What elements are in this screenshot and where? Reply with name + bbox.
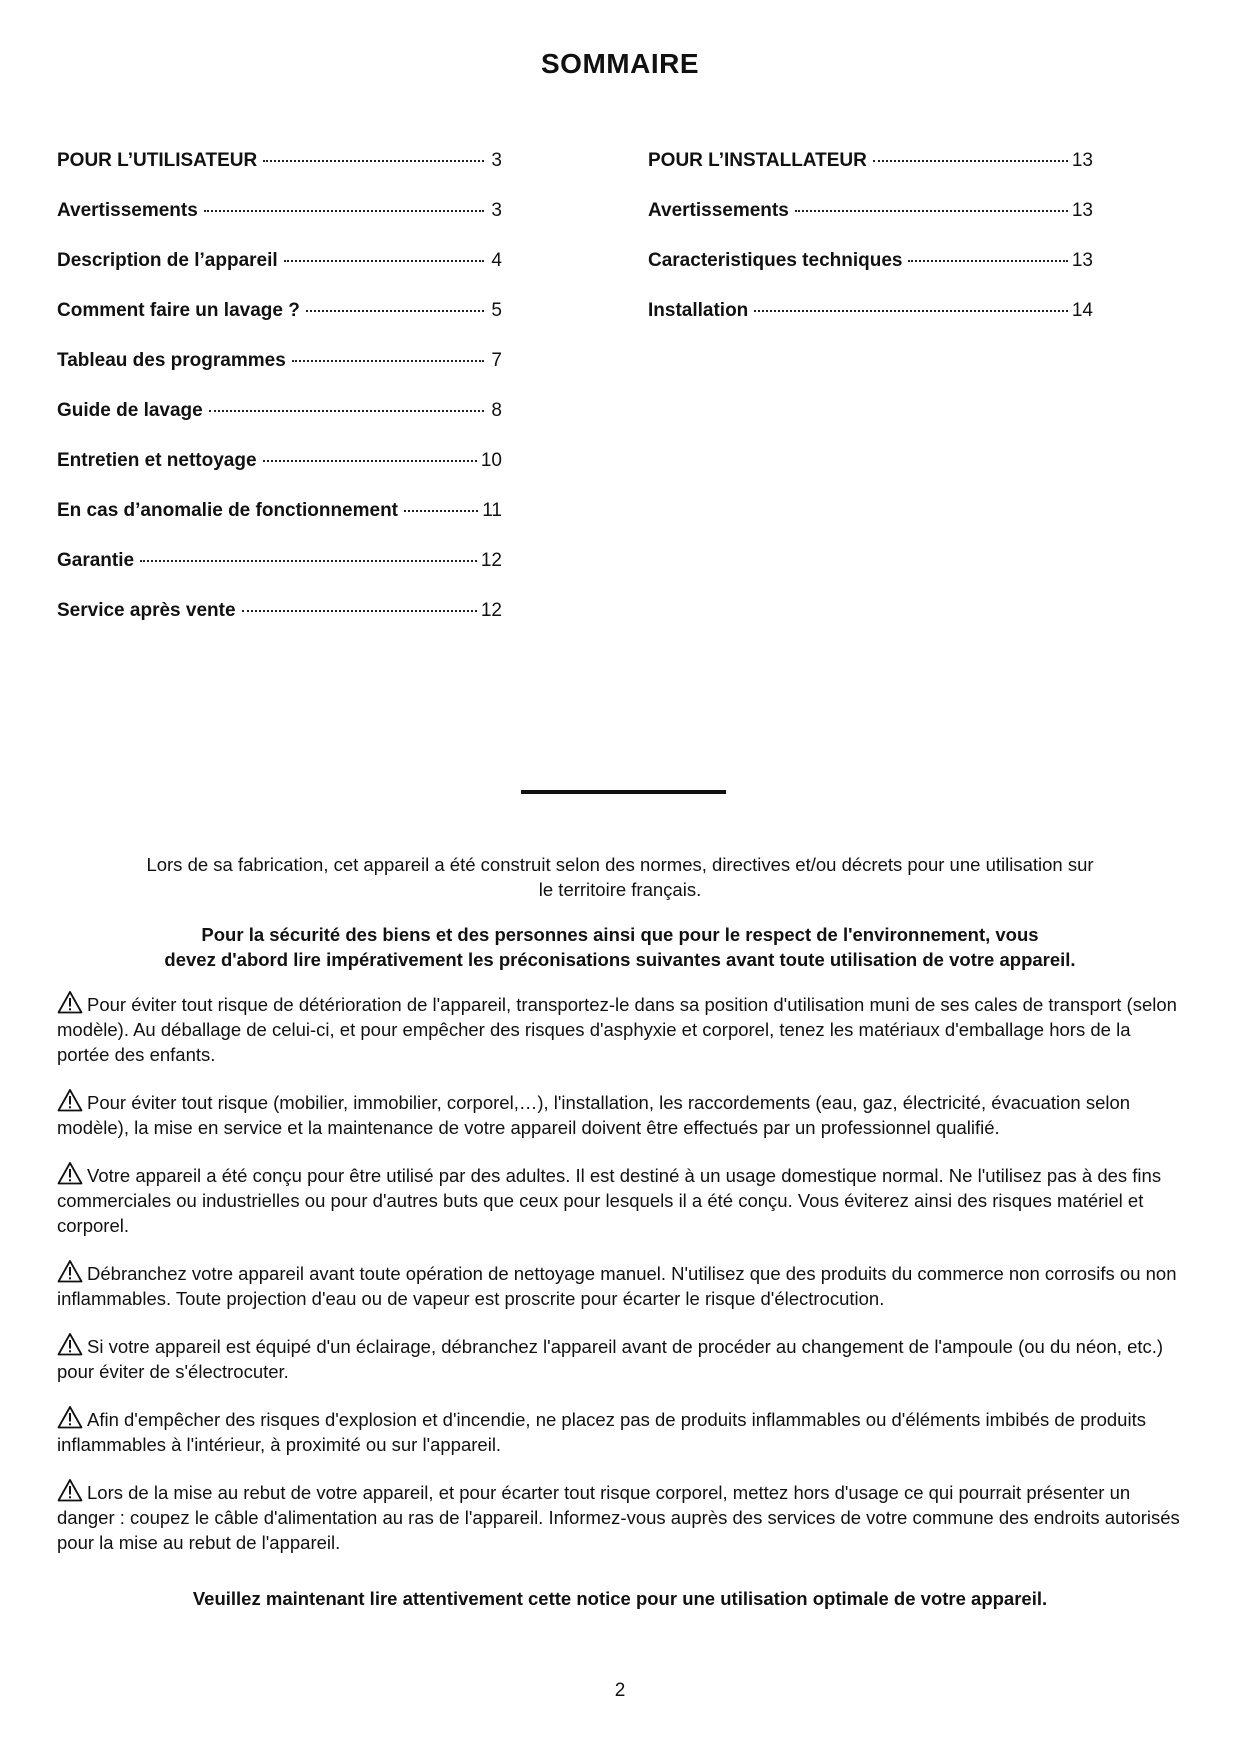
toc-entry[interactable] bbox=[57, 600, 502, 650]
warning-text: Votre appareil a été conçu pour être utilisé par des adultes. Il est destiné à un usage domestique normal. Ne l'utilisez pas à des fins commerciales ou industrielles ou pour d'autres buts que ceux pour lesquels il a été conçu. Vous éviterez ainsi des risques matériel et corporel. bbox=[57, 1165, 1162, 1236]
closing-note: Veuillez maintenant lire attentivement cette notice pour une utilisation optimale de votre appareil. bbox=[192, 1588, 1048, 1609]
toc-installer-column bbox=[648, 150, 1093, 350]
toc-leader bbox=[209, 410, 484, 412]
warning-text: Pour éviter tout risque de détérioration de l'appareil, transportez-le dans sa position d'utilisation muni de ses cales de transport (selon modèle). Au déballage de celui-ci, et pour empêcher des risques d'asphyxie et corporel, tenez les matériaux d'emballage hors de la portée des enfants. bbox=[57, 994, 1177, 1065]
toc-leader bbox=[306, 310, 484, 312]
warning-text: Pour éviter tout risque (mobilier, immobilier, corporel,…), l'installation, les raccordements (eau, gaz, électricité, évacuation selon modèle), la mise en service et la maintenance de votre appareil doivent être effectués par un professionnel qualifié. bbox=[57, 1092, 1131, 1138]
warning-text: Si votre appareil est équipé d'un éclairage, débranchez l'appareil avant de procéder au changement de l'ampoule (ou du néon, etc.) pour éviter de s'électrocuter. bbox=[57, 1336, 1164, 1382]
warning-text: Débranchez votre appareil avant toute opération de nettoyage manuel. N'utilisez que des produits du commerce non corrosifs ou non inflammables. Toute projection d'eau ou de vapeur est proscrite pour écarter le risque d'électrocution. bbox=[57, 1263, 1177, 1309]
toc-leader bbox=[204, 210, 484, 212]
toc-entry[interactable] bbox=[57, 250, 502, 300]
toc-label: En cas d’anomalie de fonctionnement bbox=[57, 500, 399, 521]
toc-page: 5 bbox=[491, 300, 502, 321]
toc-leader bbox=[795, 210, 1068, 212]
toc-entry[interactable] bbox=[57, 500, 502, 550]
toc-entry[interactable] bbox=[57, 300, 502, 350]
warning-triangle-icon bbox=[57, 1478, 83, 1502]
warning-triangle-icon bbox=[57, 1088, 83, 1112]
toc-page: 3 bbox=[491, 150, 502, 171]
toc-page: 7 bbox=[491, 350, 502, 371]
warning-triangle-icon bbox=[57, 990, 83, 1014]
toc-label: POUR L’UTILISATEUR bbox=[57, 150, 258, 171]
security-notice-line: Pour la sécurité des biens et des personnes ainsi que pour le respect de l'environnement, vous bbox=[201, 924, 1039, 945]
warning-triangle-icon bbox=[57, 1405, 83, 1429]
warning-text: Lors de la mise au rebut de votre appareil, et pour écarter tout risque corporel, mettez hors d'usage ce qui pourrait présenter un danger : coupez le câble d'alimentation au ras de l'appareil. Informez-vous auprès des services de votre commune des endroits autorisés pour la mise au rebut de l'appareil. bbox=[57, 1482, 1180, 1553]
warning-triangle-icon bbox=[57, 1259, 83, 1283]
warning-item bbox=[57, 1405, 1182, 1457]
toc-page: 13 bbox=[1071, 200, 1093, 221]
toc-entry[interactable] bbox=[57, 450, 502, 500]
warning-item bbox=[57, 1478, 1182, 1555]
toc-page: 12 bbox=[480, 550, 502, 571]
toc-leader bbox=[754, 310, 1068, 312]
toc-label: Guide de lavage bbox=[57, 400, 203, 421]
toc-leader bbox=[140, 560, 477, 562]
toc-page: 13 bbox=[1071, 150, 1093, 171]
toc-label: Comment faire un lavage ? bbox=[57, 300, 300, 321]
toc-entry[interactable] bbox=[57, 550, 502, 600]
toc-page: 13 bbox=[1071, 250, 1093, 271]
toc-label: Avertissements bbox=[57, 200, 198, 221]
page-title: SOMMAIRE bbox=[541, 48, 699, 79]
toc-user-column bbox=[57, 150, 502, 650]
warnings-list bbox=[57, 990, 1182, 1576]
toc-leader bbox=[263, 160, 484, 162]
toc-label: Entretien et nettoyage bbox=[57, 450, 257, 471]
warning-item bbox=[57, 1332, 1182, 1384]
toc-label: Service après vente bbox=[57, 600, 236, 621]
toc-entry[interactable] bbox=[648, 300, 1093, 350]
warning-item bbox=[57, 1088, 1182, 1140]
toc-entry[interactable] bbox=[57, 350, 502, 400]
warning-triangle-icon bbox=[57, 1332, 83, 1356]
toc-entry[interactable] bbox=[648, 200, 1093, 250]
toc-page: 12 bbox=[480, 600, 502, 621]
security-notice bbox=[70, 922, 1170, 972]
toc-page: 14 bbox=[1071, 300, 1093, 321]
toc-page: 4 bbox=[491, 250, 502, 271]
toc-label: Tableau des programmes bbox=[57, 350, 286, 371]
toc-leader bbox=[873, 160, 1068, 162]
toc-entry[interactable] bbox=[57, 200, 502, 250]
toc-label: Description de l’appareil bbox=[57, 250, 278, 271]
toc-entry[interactable] bbox=[57, 400, 502, 450]
warning-item bbox=[57, 1161, 1182, 1238]
warning-text: Afin d'empêcher des risques d'explosion et d'incendie, ne placez pas de produits inflammables ou d'éléments imbibés de produits inflammables à l'intérieur, à proximité ou sur l'appareil. bbox=[57, 1409, 1146, 1455]
toc-leader bbox=[908, 260, 1067, 262]
toc-label: Garantie bbox=[57, 550, 135, 571]
toc-leader bbox=[404, 510, 478, 512]
toc-entry[interactable] bbox=[648, 250, 1093, 300]
toc-leader bbox=[284, 260, 484, 262]
toc-page: 11 bbox=[482, 500, 502, 521]
security-notice-line: devez d'abord lire impérativement les préconisations suivantes avant toute utilisation de votre appareil. bbox=[164, 949, 1076, 970]
section-divider bbox=[521, 790, 726, 794]
toc-label: Avertissements bbox=[648, 200, 789, 221]
toc-leader bbox=[263, 460, 477, 462]
toc-entry[interactable] bbox=[57, 150, 502, 200]
toc-label: Caracteristiques techniques bbox=[648, 250, 903, 271]
toc-label: Installation bbox=[648, 300, 749, 321]
intro-paragraph: Lors de sa fabrication, cet appareil a été construit selon des normes, directives et/ou décrets pour une utilisation sur le territoire français. bbox=[146, 854, 1094, 900]
toc-leader bbox=[292, 360, 484, 362]
warning-item bbox=[57, 990, 1182, 1067]
toc-page: 3 bbox=[491, 200, 502, 221]
toc-entry[interactable] bbox=[648, 150, 1093, 200]
toc-page: 10 bbox=[480, 450, 502, 471]
toc-label: POUR L’INSTALLATEUR bbox=[648, 150, 867, 171]
warning-item bbox=[57, 1259, 1182, 1311]
toc-page: 8 bbox=[491, 400, 502, 421]
page-number: 2 bbox=[614, 1680, 626, 1701]
warning-triangle-icon bbox=[57, 1161, 83, 1185]
toc-leader bbox=[242, 610, 477, 612]
